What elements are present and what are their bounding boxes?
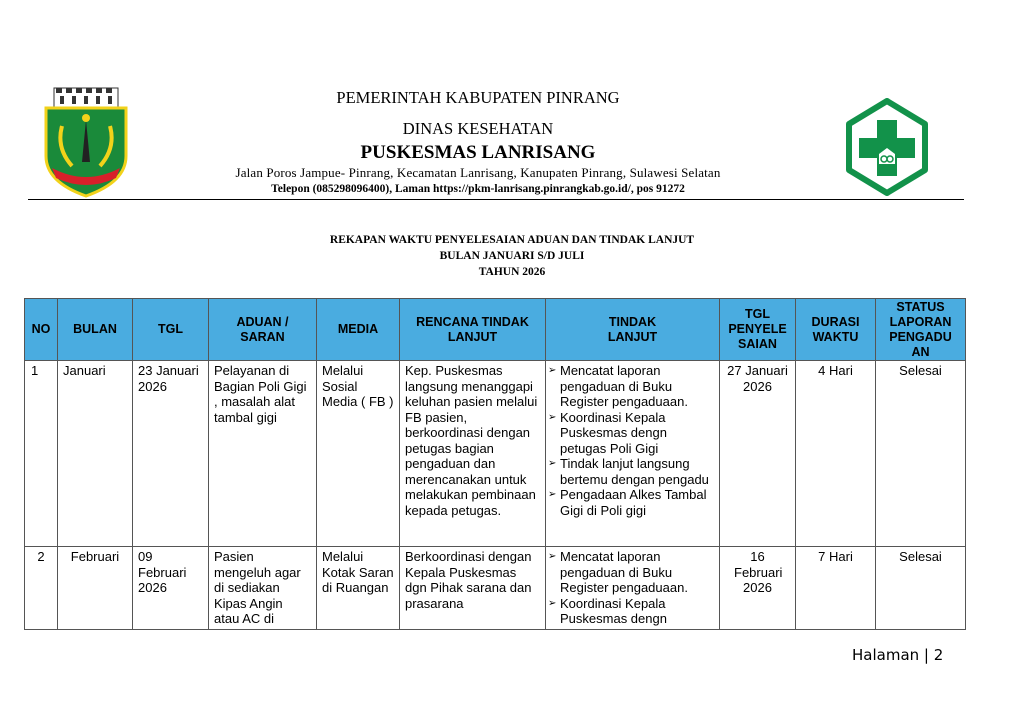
cell-durasi: 7 Hari bbox=[796, 547, 876, 630]
kop-dinas: DINAS KESEHATAN bbox=[402, 119, 554, 138]
cell-aduan: Pasien mengeluh agar di sediakan Kipas Angin atau AC di bbox=[209, 547, 317, 630]
kop-divider bbox=[28, 199, 964, 200]
cell-media: Melalui Sosial Media ( FB ) bbox=[317, 361, 400, 547]
header-tgl: TGL bbox=[133, 299, 209, 361]
puskesmas-logo bbox=[846, 98, 928, 196]
report-title-line3: TAHUN 2026 bbox=[478, 266, 546, 278]
cell-tgl: 23 Januari 2026 bbox=[133, 361, 209, 547]
header-no: NO bbox=[25, 299, 58, 361]
header-bulan: BULAN bbox=[58, 299, 133, 361]
cell-no: 2 bbox=[25, 547, 58, 630]
tindak-item: ➢ Mencatat laporan pengaduan di Buku Register pengaduaan. bbox=[549, 549, 714, 596]
kop-kontak: Telepon (085298096400), Laman https://pkm-lanrisang.pinrangkab.go.id/, pos 91272 bbox=[271, 183, 685, 195]
cell-aduan: Pelayanan di Bagian Poli Gigi , masalah alat tambal gigi bbox=[209, 361, 317, 547]
tindak-item: ➢ Tindak lanjut langsung bertemu dengan pengadu bbox=[549, 456, 714, 487]
header-tgl-selesai: TGL PENYELE SAIAN bbox=[720, 299, 796, 361]
header-media: MEDIA bbox=[317, 299, 400, 361]
cell-durasi: 4 Hari bbox=[796, 361, 876, 547]
cell-bulan: Februari bbox=[58, 547, 133, 630]
header-status: STATUS LAPORAN PENGADU AN bbox=[876, 299, 966, 361]
cell-tgl: 09 Februari 2026 bbox=[133, 547, 209, 630]
cell-rencana: Berkoordinasi dengan Kepala Puskesmas dgn Pihak sarana dan prasarana bbox=[400, 547, 546, 630]
cell-tindak bbox=[546, 547, 720, 630]
header-tindak: TINDAK LANJUT bbox=[546, 299, 720, 361]
tindak-item: ➢ Mencatat laporan pengaduan di Buku Register pengaduaan. bbox=[549, 363, 714, 410]
cell-tgl-selesai: 27 Januari 2026 bbox=[720, 361, 796, 547]
cell-rencana: Kep. Puskesmas langsung menanggapi keluhan pasien melalui FB pasien, berkoordinasi dengan petugas bagian pengaduan dan merencanakan untuk melakukan pembinaan kepada petugas. bbox=[400, 361, 546, 547]
header-aduan: ADUAN / SARAN bbox=[209, 299, 317, 361]
page-number: Halaman | 2 bbox=[852, 646, 944, 664]
header-durasi: DURASI WAKTU bbox=[796, 299, 876, 361]
kop-pemerintah: PEMERINTAH KABUPATEN PINRANG bbox=[336, 88, 620, 107]
cell-status: Selesai bbox=[876, 361, 966, 547]
report-title-line2: BULAN JANUARI S/D JULI bbox=[439, 250, 585, 262]
cell-bulan: Januari bbox=[58, 361, 133, 547]
table-header-row bbox=[25, 299, 966, 361]
cell-status: Selesai bbox=[876, 547, 966, 630]
table-row bbox=[25, 547, 966, 630]
table-row bbox=[25, 361, 966, 547]
cell-tindak bbox=[546, 361, 720, 547]
tindak-item: ➢ Pengadaan Alkes Tambal Gigi di Poli gigi bbox=[549, 487, 714, 518]
tindak-item: ➢ Koordinasi Kepala Puskesmas dengn bbox=[549, 596, 714, 627]
kop-puskesmas: PUSKESMAS LANRISANG bbox=[360, 142, 596, 163]
kop-alamat: Jalan Poros Jampue- Pinrang, Kecamatan Lanrisang, Kanupaten Pinrang, Sulawesi Selatan bbox=[235, 165, 721, 180]
complaint-table bbox=[24, 298, 966, 630]
cell-no: 1 bbox=[25, 361, 58, 547]
cell-media: Melalui Kotak Saran di Ruangan bbox=[317, 547, 400, 630]
tindak-item: ➢ Koordinasi Kepala Puskesmas dengn petugas Poli Gigi bbox=[549, 410, 714, 457]
cell-tgl-selesai: 16 Februari 2026 bbox=[720, 547, 796, 630]
report-title-line1: REKAPAN WAKTU PENYELESAIAN ADUAN DAN TINDAK LANJUT bbox=[329, 234, 695, 246]
header-rencana: RENCANA TINDAK LANJUT bbox=[400, 299, 546, 361]
